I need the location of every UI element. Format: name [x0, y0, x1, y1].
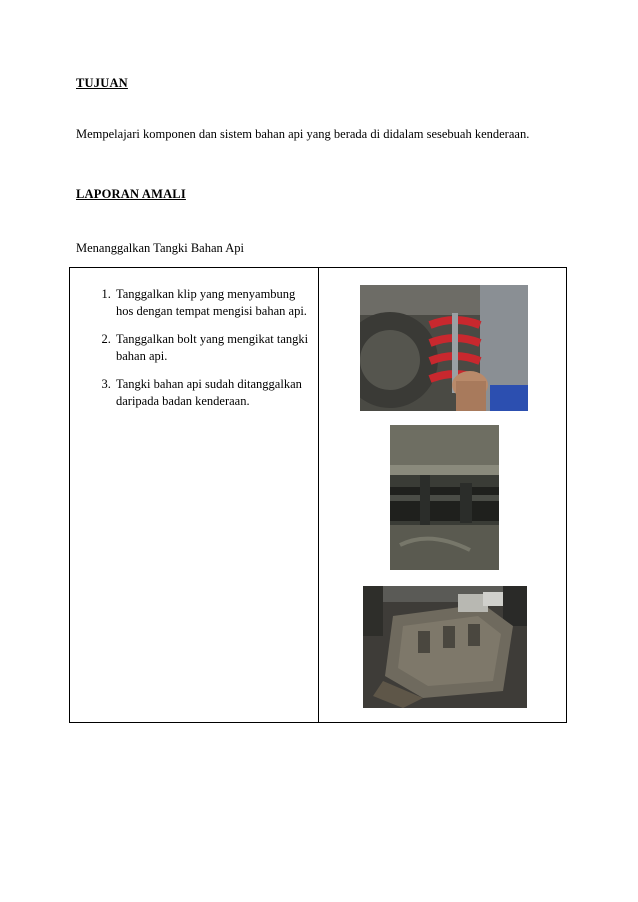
- photos-cell: [319, 268, 566, 722]
- procedure-table: [69, 267, 567, 723]
- photo-removed-fuel-tank: [363, 586, 527, 708]
- heading-tujuan: TUJUAN: [76, 76, 128, 90]
- section-title: Menanggalkan Tangki Bahan Api: [76, 241, 244, 255]
- steps-list: [90, 286, 310, 410]
- photo-remove-tank-bolt: [390, 425, 499, 570]
- step-item: 1. Tanggalkan klip yang menyambung hos dengan tempat mengisi bahan api.: [114, 286, 310, 320]
- steps-cell: [70, 268, 319, 722]
- objective-text: Mempelajari komponen dan sistem bahan api yang berada di didalam sesebuah kenderaan.: [76, 127, 530, 141]
- heading-laporan-amali: LAPORAN AMALI: [76, 187, 186, 201]
- photo-remove-hose-clip: [360, 285, 528, 411]
- step-item: 3. Tangki bahan api sudah ditanggalkan daripada badan kenderaan.: [114, 376, 310, 410]
- step-item: 2. Tanggalkan bolt yang mengikat tangki bahan api.: [114, 331, 310, 365]
